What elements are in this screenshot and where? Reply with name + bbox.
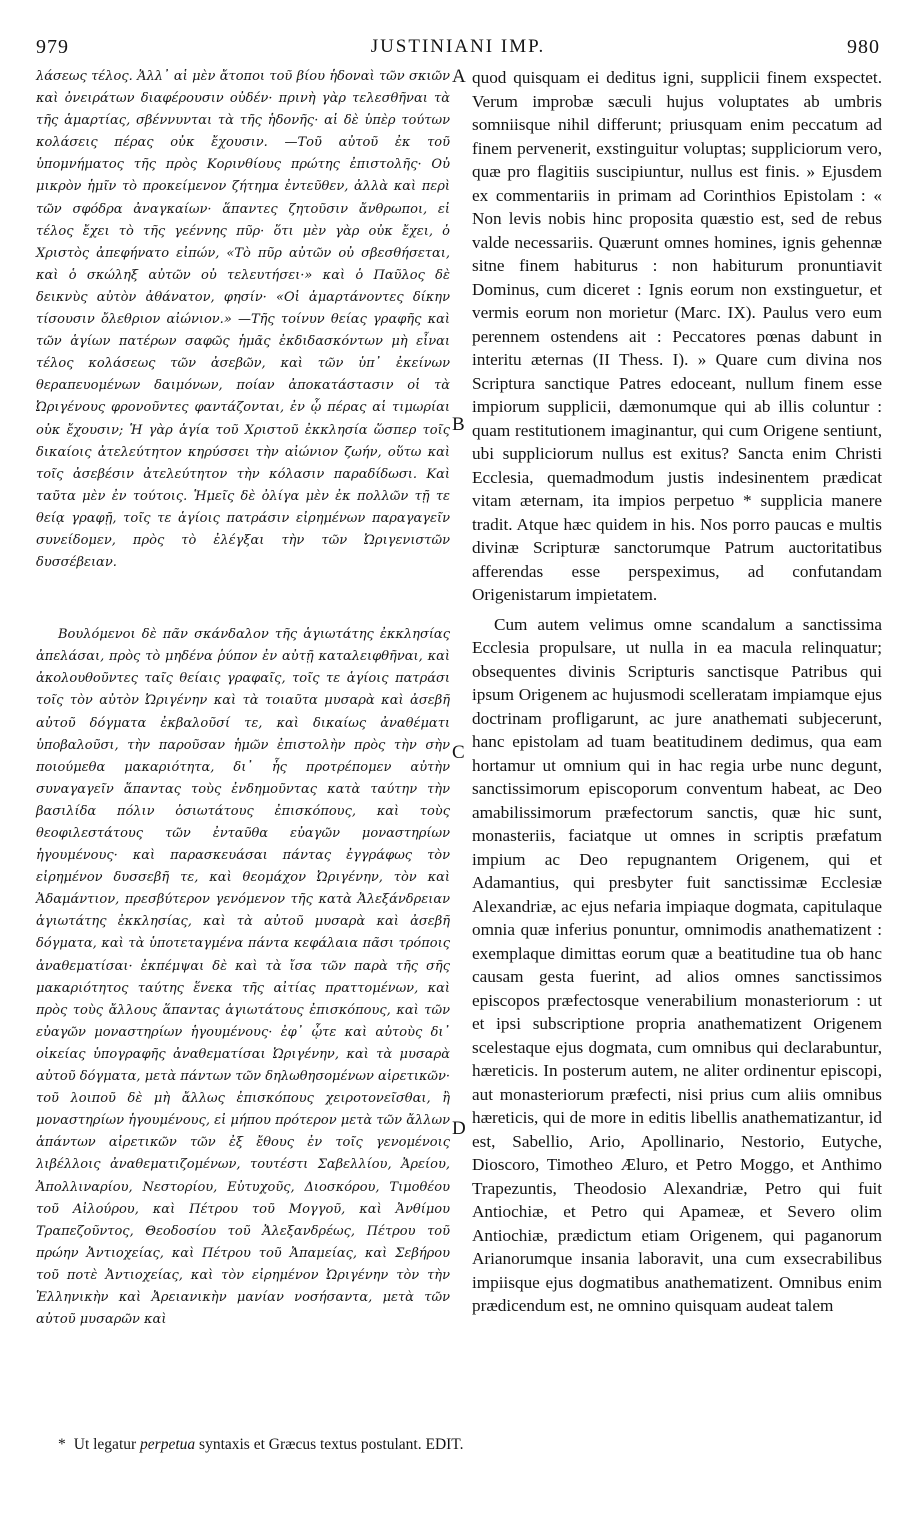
- footnote-mark: *: [58, 1436, 66, 1453]
- latin-column: [472, 66, 882, 1318]
- margin-letter-c: C: [452, 742, 465, 763]
- footnote-text-before: Ut legatur: [73, 1436, 141, 1453]
- running-title: JUSTINIANI IMP.: [370, 36, 546, 57]
- footnote-emphasis: perpetua: [140, 1436, 196, 1453]
- greek-paragraph: λάσεως τέλος. Ἀλλ᾽ αἱ μὲν ἄτοποι τοῦ βίου ἡδοναὶ τῶν σκιῶν καὶ ὀνειράτων διαφέρουσιν οὐδέν· πρινὴ γὰρ τελεσθῆναι τὰ τῆς ἁμαρτίας, σβέννυνται τὰ τῆς ἡδονῆς· αἱ δὲ ὑπὲρ τούτων κολάσεις πέρας οὐκ ἔχουσιν. —Τοῦ αὐτοῦ ἐκ τοῦ ὑπομνήματος τῆς πρὸς Κορινθίους πρώτης ἐπιστολῆς· Οὐ μικρὸν ἡμῖν τὸ προκείμενον ζήτημα ἐντεῦθεν, ἀλλὰ καὶ περὶ τῶν σφόδρα ἀναγκαίων· ἅπαντες ζητοῦσιν ἄνθρωποι, εἰ τέλος ἔχει τὸ τῆς γεέννης πῦρ· ὅτι μὲν γὰρ οὐκ ἔχει, ὁ Χριστὸς ἀπεφήνατο εἰπών, «Τὸ πῦρ αὐτῶν οὐ σβεσθήσεται, καὶ ὁ σκώληξ αὐτῶν οὐ τελευτήσει·» καὶ ὁ Παῦλος δὲ δεικνὺς αὐτὸν ἀθάνατον, φησίν· «Οἱ ἁμαρτάνοντες δίκην τίσουσιν ὄλεθριον αἰώνιον.» —Τῆς τοίνυν θείας γραφῆς καὶ τῶν ἁγίων πατέρων σαφῶς ἡμᾶς ἐκδιδασκόντων μὴ εἶναι τέλος κολάσεως τῶν ἀσεβῶν, καὶ τῶν ὑπ᾽ ἐκείνων θεραπευομένων δαιμόνων, ποίαν ἀποκατάστασιν οἱ τὰ Ὠριγένους φρονοῦντες φαντάζονται, ἐν ᾧ πέρας αἱ τιμωρίαι οὐκ ἔχουσιν; Ἡ γὰρ ἁγία τοῦ Χριστοῦ ἐκκλησία ὥσπερ τοῖς δικαίοις ἀτελεύτητον κηρύσσει τὴν αἰώνιον ζωήν, οὕτω καὶ τοῖς ἀσεβέσιν ἀτελεύτητον τὴν κόλασιν παραδίδωσι. Καὶ ταῦτα μὲν ἐν τούτοις. Ἡμεῖς δὲ ὀλίγα μὲν ἐκ πολλῶν τῇ τε θείᾳ γραφῇ, τοῖς τε ἁγίοις πατράσιν εἰρημένων παραγαγεῖν συνείδομεν, πρὸς τὸ ἐλέγξαι τὴν τῶν Ὠριγενιστῶν δυσσέβειαν.: [36, 69, 450, 571]
- running-header: [36, 36, 880, 66]
- latin-paragraph: quod quisquam ei deditus igni, supplicii finem exspectet. Verum improbæ sæculi hujus voluptates ab umbris somniisque nihil differunt; priusquam enim peccatum ad finem pervenerit, exstinguitur voluptas; suppliciorum vero, quæ pro flagitiis suscipiuntur, nullus est finis. » Ejusdem ex commentariis in primam ad Corinthios Epistolam : « Non levis nobis hinc proposita quæstio est, sed de rebus valde necessariis. Quærunt omnes homines, ignis gehennæ sitne finem habiturus : non habiturum pronuntiavit Dominus, cum diceret : Ignis eorum non exstinguetur, et vermis eorum non morietur (Marc. IX). Paulus vero eum perennem ostendens ait : Peccatores pœnas dabunt in interitu æternas (II Thess. I). » Quare cum divina nos Scriptura sanctique Patres edoceant, nullum finem esse impiorum supplicii, dæmonumque qui ab illis coluntur : quam restitutionem imaginantur, qui cum Origene sentiunt, ubi suppliciorum nullus est exitus? Sancta enim Christi Ecclesia, quemadmodum justis indesinentem prædicat vitam æternam, ita impios perpetuo * supplicia manere tradit. Atque hæc quidem in his. Nos porro paucas e multis divinæ Scripturæ sanctorumque Patrum auctoritatibus afferendas esse perspeximus, ad confutandam Origenistarum impietatem.: [472, 68, 882, 604]
- margin-letter-b: B: [452, 414, 465, 435]
- page-number-right: 980: [847, 36, 880, 58]
- footnote-text-after: syntaxis et Græcus textus postulant. EDIT.: [195, 1436, 464, 1453]
- footnote: [58, 1436, 858, 1454]
- margin-letter-d: D: [452, 1118, 466, 1139]
- greek-paragraph: Βουλόμενοι δὲ πᾶν σκάνδαλον τῆς ἁγιωτάτης ἐκκλησίας ἀπελάσαι, πρὸς τὸ μηδένα ῥύπον ἐν αὐτῇ καταλειφθῆναι, καὶ ἀκολουθοῦντες ταῖς θείαις γραφαῖς, τοῖς τε ἁγίοις πατράσι τοῖς τὸν αὐτὸν Ὠριγένην καὶ τὰ τοιαῦτα μυσαρὰ καὶ ἀσεβῆ αὐτοῦ δόγματα ἐκβαλοῦσί τε, καὶ δικαίως ἀναθέματι ὑποβαλοῦσι, τὴν παροῦσαν ἡμῶν ἐπιστολὴν πρὸς τὴν σὴν ποιούμεθα μακαριότητα, δι᾽ ἧς προτρέπομεν αὐτὴν συναγαγεῖν ἅπαντας τοὺς ἐνδημοῦντας κατὰ ταύτην τὴν βασιλίδα πόλιν ὁσιωτάτους ἐπισκόπους, καὶ τοὺς θεοφιλεστάτους τῶν ἐνταῦθα εὐαγῶν μοναστηρίων ἡγουμένους· καὶ παρασκευάσαι πάντας ἐγγράφως τὸν εἰρημένον δυσσεβῆ τε, καὶ θεομάχον Ὠριγένην, τὸν καὶ Ἀδαμάντιον, πρεσβύτερον γενόμενον τῆς κατὰ Ἀλεξάνδρειαν ἁγιωτάτης ἐκκλησίας, καὶ τὰ αὐτοῦ μυσαρὰ καὶ ἀσεβῆ δόγματα, καὶ τὰ ὑποτεταγμένα πάντα κεφάλαια πᾶσι τρόποις ἀναθεματίσαι· ἐκπέμψαι δὲ καὶ τὰ ἴσα τῶν παρὰ τῆς σῆς μακαριότητος ταύτης ἕνεκα τῆς αἰτίας πραττομένων, καὶ πρὸς τοὺς ἄλλους ἅπαντας ἁγιωτάτους ἐπισκόπους, καὶ τῶν εὐαγῶν μοναστηρίων ἡγουμένους· ἐφ᾽ ᾧτε καὶ αὐτοὺς δι᾽ οἰκείας ὑπογραφῆς ἀναθεματίσαι Ὠριγένην, καὶ τὰ μυσαρὰ αὐτοῦ δόγματα, μετὰ πάντων τῶν δηλωθησομένων αἱρετικῶν· τοῦ λοιποῦ δὲ μὴ ἄλλως ἐπισκόπους χειροτονεῖσθαι, ἢ μοναστηρίων ἡγουμένους, εἰ μήπου πρότερον μετὰ τῶν ἄλλων ἁπάντων αἱρετικῶν τῶν ἐξ ἔθους ἐν τοῖς γενομένοις λιβέλλοις ἀναθεματιζομένων, τουτέστι Σαβελλίου, Ἀρείου, Ἀπολλιναρίου, Νεστορίου, Εὐτυχοῦς, Διοσκόρου, Τιμοθέου τοῦ Αἰλούρου, καὶ Πέτρου τοῦ Μογγοῦ, καὶ Ἀνθίμου Τραπεζοῦντος, Θεοδοσίου τοῦ Ἀλεξανδρέως, Πέτρου τοῦ πρώην Ἀντιοχείας, καὶ Πέτρου τοῦ Ἀπαμείας, καὶ Σεβήρου τοῦ ποτὲ Ἀντιοχείας, καὶ τὸν εἰρημένον Ὠριγένην τὸν τὴν Ἑλληνικὴν καὶ Ἀρειανικὴν μανίαν νοσήσαντα, μετὰ τῶν αὐτοῦ μυσαρῶν καὶ: [36, 627, 450, 1328]
- greek-column: [36, 66, 450, 1331]
- page-number-left: 979: [36, 36, 69, 58]
- latin-paragraph: Cum autem velimus omne scandalum a sanctissima Ecclesia propulsare, ut nulla in ea macula relinquatur; obsequentes divinis Scripturis sanctisque Patribus qui ipsum Origenem ac hujusmodi scelleratam impiamque ejus doctrinam profligarunt, ac jure anathemati subjecerunt, hanc epistolam ad tuam beatitudinem dedimus, qua eam hortamur ut omnium qui in hac regia urbe nunc degunt, sanctissimorum episcoporum conventum habeat, ac Deo amabilissimorum præfectorum sanctis, quæ hic sunt, monasteriis, faciatque ut omnes in scriptis præfatum impium ac Deo repugnantem Origenem, qui et Adamantius, qui presbyter fuit sanctissimæ Ecclesiæ Alexandriæ, ac ejus nefaria impiaque dogmata, capitulaque omnia quæ inferius ponuntur, omnimodis anathematizent : exemplaque dimittas eorum quæ a beatitudine tua ob hanc causam gesta fuerint, ad alios omnes sanctissimos episcopos præfectosque venerabilium monasteriorum : ut et ipsi subscriptione propria anathematizent Origenem scelestaque ejus dogmata, cum omnibus qui declarabuntur, hæreticis. In posterum autem, ne aliter ordinentur episcopi, aut monasteriorum præfecti, nisi prius cum aliis omnibus hæreticis, qui de more in editis libellis anathematizantur, id est, Sabellio, Ario, Apollinario, Nestorio, Eutyche, Dioscoro, Timotheo Æluro, et Petro Moggo, et Anthimo Trapezuntis, Theodosio Alexandriæ, Petro qui fuit Antiochiæ, et Petro qui Apameæ, et Severo olim Antiochiæ, prædictum etiam Origenem, qui paganorum Arianorumque insania laboravit, una cum exsecrabilibus impiisque ejus dogmatibus anathematizent. Omnibus enim prædicendum est, ne omnino quisquam audeat talem: [472, 614, 882, 1315]
- margin-letter-a: A: [452, 66, 466, 87]
